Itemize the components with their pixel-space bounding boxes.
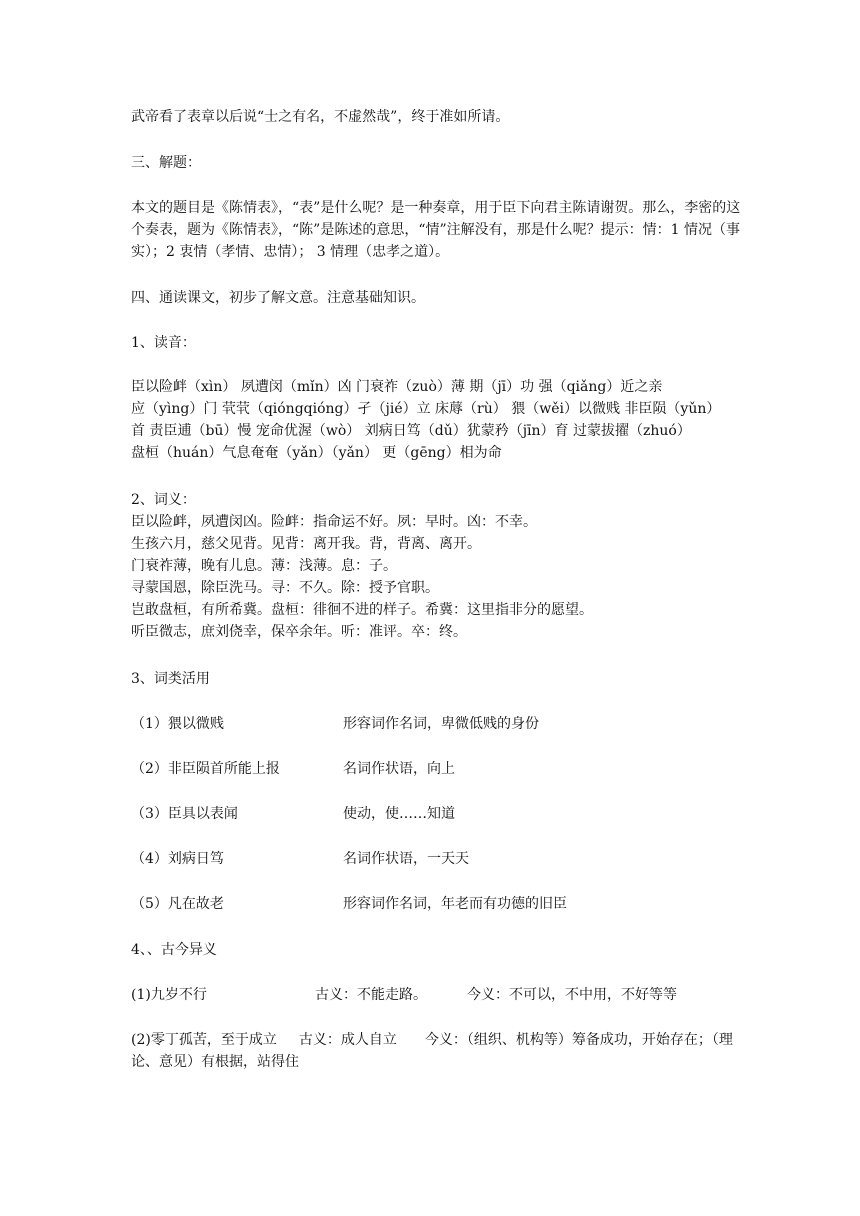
word-class-item bbox=[131, 803, 751, 825]
word-class-note: 名词作状语，向上 bbox=[343, 761, 455, 777]
word-class-note: 使动，使……知道 bbox=[343, 806, 455, 822]
ancient-modern-phrase: (1)九岁不行 bbox=[131, 987, 207, 1003]
word-class-phrase: （1）猥以微贱 bbox=[131, 716, 224, 732]
reading-line: 臣以险衅（xìn） 夙遭闵（mǐn）凶 门衰祚（zuò）薄 期（jī）功 强（qiǎng）近之亲 bbox=[131, 379, 663, 395]
meaning-line: 岂敢盘桓，有所希冀。盘桓：徘徊不进的样子。希冀：这里指非分的愿望。 bbox=[131, 602, 593, 618]
meanings-list bbox=[131, 511, 737, 643]
word-class-item bbox=[131, 713, 751, 735]
word-class-phrase: （5）凡在故老 bbox=[131, 896, 224, 912]
meanings-heading: 2、词义： bbox=[131, 492, 196, 508]
word-class-note: 形容词作名词，年老而有功德的旧臣 bbox=[343, 896, 567, 912]
word-class-heading: 3、词类活用 bbox=[131, 671, 210, 687]
modern-meaning: 今义：不可以，不中用，不好等等 bbox=[467, 987, 677, 1003]
section3-heading: 三、解题： bbox=[131, 155, 201, 171]
meaning-line: 臣以险衅，夙遭闵凶。险衅：指命运不好。夙：早时。凶：不幸。 bbox=[131, 514, 537, 530]
ancient-modern-item bbox=[131, 984, 751, 1006]
reading-line: 首 责臣逋（bū）慢 宠命优渥（wò） 刘病日笃（dǔ）犹蒙矜（jīn）育 过蒙拔擢（zhuó） bbox=[131, 423, 691, 439]
word-class-phrase: （4）刘病日笃 bbox=[131, 851, 224, 867]
meaning-line: 听臣微志，庶刘侥幸，保卒余年。听：准评。卒：终。 bbox=[131, 624, 467, 640]
section3-paragraph: 本文的题目是《陈情表》，“表”是什么呢？是一种奏章，用于臣下向君主陈请谢贺。那么，李密的这个奏表，题为《陈情表》，“陈”是陈述的意思，“情”注解没有，那是什么呢？提示：情：1 情况（事实）；2 衷情（孝情、忠情）； 3 情理（忠孝之道）。 bbox=[131, 200, 741, 260]
modern-meaning: 今义：（组织、机构等）筹备成功，开始存在；（理论、意见）有根据，站得住 bbox=[131, 1032, 733, 1070]
section4-heading: 四、通读课文，初步了解文意。注意基础知识。 bbox=[131, 290, 425, 306]
ancient-modern-item bbox=[131, 1029, 741, 1073]
ancient-modern-phrase: (2)零丁孤苦，至于成立 bbox=[131, 1032, 277, 1048]
reading-line: 盘桓（huán）气息奄奄（yǎn）（yǎn） 更（gēng）相为命 bbox=[131, 445, 502, 461]
meaning-line: 生孩六月，慈父见背。见背：离开我。背，背离、离开。 bbox=[131, 536, 481, 552]
word-class-phrase: （2）非臣陨首所能上报 bbox=[131, 761, 280, 777]
reading-line: 应（yìng）门 茕茕（qióngqióng）孑（jié）立 床蓐（rù） 猥（wěi）以微贱 非臣陨（yǔn） bbox=[131, 401, 721, 417]
word-class-item bbox=[131, 848, 751, 870]
word-class-note: 名词作状语，一天天 bbox=[343, 851, 469, 867]
ancient-meaning: 古义：不能走路。 bbox=[315, 987, 427, 1003]
reading-list bbox=[131, 376, 751, 464]
word-class-phrase: （3）臣具以表闻 bbox=[131, 806, 238, 822]
meaning-line: 门衰祚薄，晚有儿息。薄：浅薄。息：子。 bbox=[131, 558, 397, 574]
intro-line: 武帝看了表章以后说“士之有名，不虚然哉”，终于准如所请。 bbox=[131, 109, 510, 125]
word-class-note: 形容词作名词，卑微低贱的身份 bbox=[343, 716, 539, 732]
word-class-item bbox=[131, 758, 751, 780]
meaning-line: 寻蒙国恩，除臣洗马。寻：不久。除：授予官职。 bbox=[131, 580, 439, 596]
ancient-meaning: 古义：成人自立 bbox=[298, 1032, 397, 1048]
ancient-modern-heading: 4、、古今异义 bbox=[131, 942, 217, 958]
reading-heading: 1、读音： bbox=[131, 335, 196, 351]
word-class-item bbox=[131, 893, 751, 915]
